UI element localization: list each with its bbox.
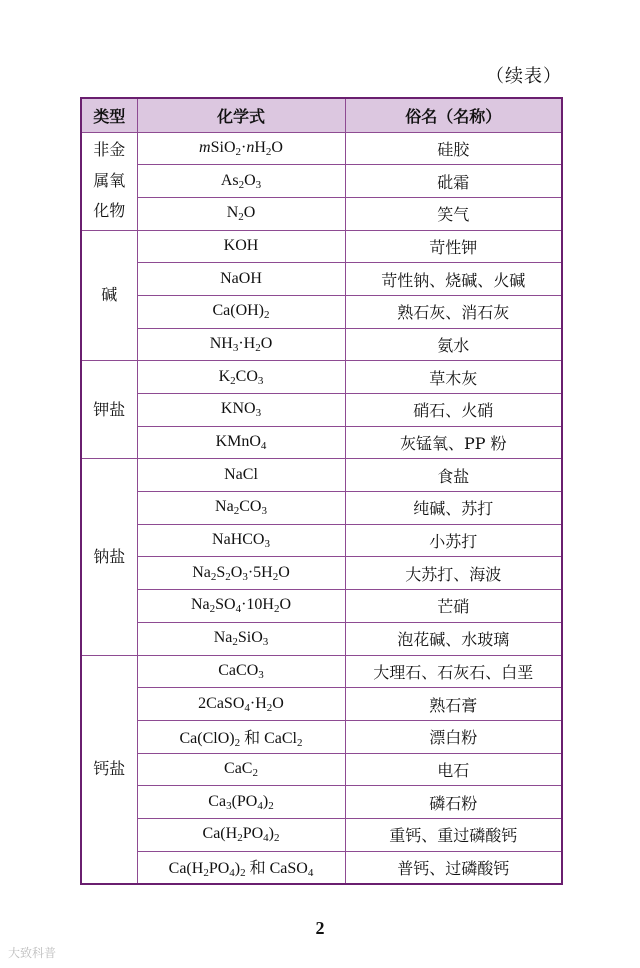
table-body (81, 132, 562, 884)
formula-cell: $Ca(OH)_2$ (137, 295, 345, 328)
common-name-cell: 草木灰 (345, 361, 562, 394)
continued-label: （续表） (486, 66, 562, 87)
table-row (81, 263, 562, 296)
category-cell: 钾盐 (81, 361, 137, 459)
table-row (81, 328, 562, 361)
common-name-cell: 纯碱、苏打 (345, 492, 562, 525)
formula-cell: $2CaSO_4\cdot H_2O$ (137, 688, 345, 721)
common-name-cell: 熟石灰、消石灰 (345, 295, 562, 328)
table-row (81, 394, 562, 427)
table-row (81, 688, 562, 721)
common-name-cell: 食盐 (345, 459, 562, 492)
common-name-cell: 硝石、火硝 (345, 394, 562, 427)
category-cell: 碱 (81, 230, 137, 361)
table-row (81, 818, 562, 851)
common-name-cell: 重钙、重过磷酸钙 (345, 818, 562, 851)
common-name-cell: 普钙、过磷酸钙 (345, 851, 562, 884)
table-row (81, 426, 562, 459)
common-name-cell: 氨水 (345, 328, 562, 361)
common-name-cell: 磷石粉 (345, 786, 562, 819)
category-cell: 非金 属氧 化物 (81, 132, 137, 230)
table-row (81, 459, 562, 492)
formula-cell: $Na_2CO_3$ (137, 492, 345, 525)
formula-cell: $Ca(ClO)_2$ 和 CaCl$_2$ (137, 720, 345, 753)
common-name-cell: 漂白粉 (345, 720, 562, 753)
table-row (81, 590, 562, 623)
common-name-cell: 砒霜 (345, 165, 562, 198)
formula-cell: CaC$_2$ (137, 753, 345, 786)
common-name-cell: 电石 (345, 753, 562, 786)
formula-cell: NaCl (137, 459, 345, 492)
table-row (81, 361, 562, 394)
formula-cell: $As_2O_3$ (137, 165, 345, 198)
category-cell: 钙盐 (81, 655, 137, 884)
formula-cell: $Na_2SiO_3$ (137, 622, 345, 655)
table-row (81, 720, 562, 753)
formula-cell: $Ca(H_2PO_4)_2$ 和 CaSO$_4$ (137, 851, 345, 884)
common-name-cell: 苛性钠、烧碱、火碱 (345, 263, 562, 296)
table-row (81, 492, 562, 525)
table-row (81, 230, 562, 263)
formula-cell: $Na_2SO_4\cdot 10H_2O$ (137, 590, 345, 623)
common-name-cell: 大苏打、海波 (345, 557, 562, 590)
common-name-cell: 苛性钾 (345, 230, 562, 263)
category-cell: 钠盐 (81, 459, 137, 655)
common-name-cell: 芒硝 (345, 590, 562, 623)
table-row (81, 622, 562, 655)
table-row (81, 132, 562, 165)
table-row (81, 165, 562, 198)
common-name-cell: 笑气 (345, 197, 562, 230)
formula-cell: $Na_2S_2O_3\cdot 5H_2O$ (137, 557, 345, 590)
header-formula: 化学式 (137, 98, 345, 132)
page-number: 2 (315, 918, 325, 938)
formula-cell: CaCO$_3$ (137, 655, 345, 688)
table-row (81, 786, 562, 819)
formula-cell: $KNO_3$ (137, 394, 345, 427)
table-row (81, 197, 562, 230)
header-common-name: 俗名（名称） (345, 98, 562, 132)
common-name-cell: 大理石、石灰石、白垩 (345, 655, 562, 688)
formula-cell: $Ca_3(PO_4)_2$ (137, 786, 345, 819)
formula-cell: $K_2CO_3$ (137, 361, 345, 394)
table-row (81, 295, 562, 328)
formula-cell: KMnO$_4$ (137, 426, 345, 459)
common-name-cell: 硅胶 (345, 132, 562, 165)
table-row (81, 851, 562, 884)
common-name-cell: 熟石膏 (345, 688, 562, 721)
common-name-cell: 灰锰氧、PP 粉 (345, 426, 562, 459)
table-header-row (81, 98, 562, 132)
table-row (81, 557, 562, 590)
formula-cell: $mSiO_2\cdot nH_2O$ (137, 132, 345, 165)
formula-cell: NaHCO$_3$ (137, 524, 345, 557)
formula-cell: $NH_3\cdot H_2O$ (137, 328, 345, 361)
formula-cell: KOH (137, 230, 345, 263)
formula-cell: $N_2O$ (137, 197, 345, 230)
table-row (81, 524, 562, 557)
formula-cell: $Ca(H_2PO_4)_2$ (137, 818, 345, 851)
watermark: 大致科普 (8, 946, 57, 960)
common-name-cell: 小苏打 (345, 524, 562, 557)
common-name-cell: 泡花碱、水玻璃 (345, 622, 562, 655)
formula-cell: NaOH (137, 263, 345, 296)
chemical-names-table (80, 97, 563, 885)
header-type: 类型 (81, 98, 137, 132)
table-row (81, 753, 562, 786)
table-row (81, 655, 562, 688)
